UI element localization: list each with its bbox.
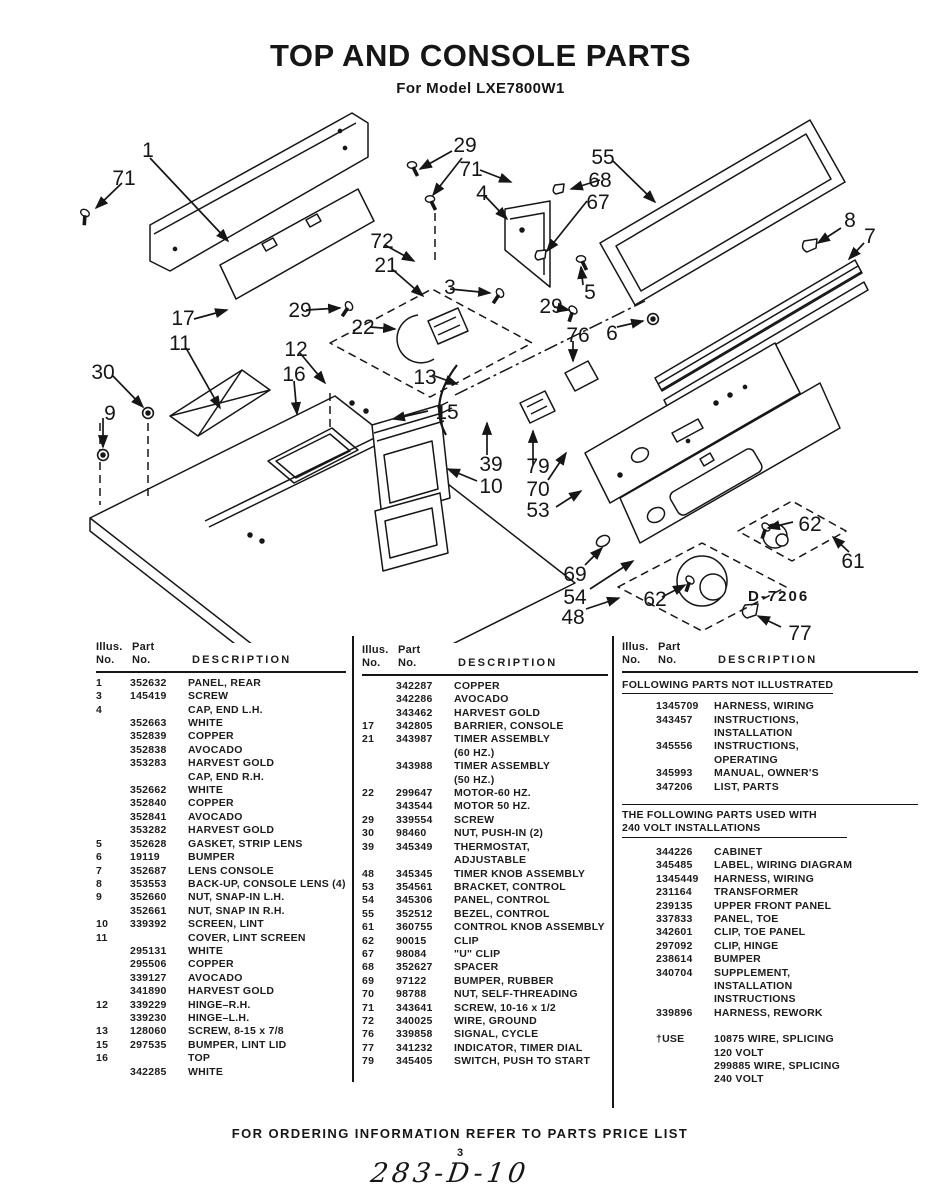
header-rule	[96, 671, 346, 673]
parts-row: 352661 NUT, SNAP IN R.H.	[130, 904, 285, 917]
diagram-callout: 8	[844, 209, 856, 232]
push-start-switch-shape	[520, 391, 555, 423]
parts-row: 345556 INSTRUCTIONS,	[656, 740, 799, 753]
parts-row: CAP, END R.H.	[188, 770, 264, 783]
diagram-callout: 39	[479, 453, 503, 476]
parts-row: 68 352627 SPACER	[362, 961, 499, 974]
parts-row: 343988 TIMER ASSEMBLY	[396, 760, 551, 773]
parts-row: 295506 COPPER	[130, 958, 234, 971]
diagram-callout: 5	[584, 281, 596, 304]
parts-rows	[362, 680, 608, 1069]
parts-row: 347206 LIST, PARTS	[656, 780, 779, 793]
parts-row: 22 299647 MOTOR-60 HZ.	[362, 787, 531, 800]
parts-row: 352839 COPPER	[130, 730, 234, 743]
exploded-parts-diagram	[0, 103, 943, 643]
parts-row: 342287 COPPER	[396, 679, 500, 692]
diagram-callout: 7	[864, 225, 876, 248]
parts-table-column-2	[362, 644, 608, 1069]
parts-row: 297092 CLIP, HINGE	[656, 939, 779, 952]
parts-row: 8 353553 BACK-UP, CONSOLE LENS (4)	[96, 877, 346, 890]
bumper-shape	[594, 533, 611, 549]
top-panel-shape	[90, 396, 575, 643]
section-240v	[622, 804, 918, 1087]
page-subtitle: For Model LXE7800W1	[396, 80, 565, 97]
parts-row: INSTALLATION	[714, 727, 793, 740]
diagram-callout: 29	[453, 134, 477, 157]
parts-row: 70 98788 NUT, SELF-THREADING	[362, 988, 578, 1001]
ground-wire-shape	[439, 365, 457, 435]
parts-rows	[96, 677, 346, 1079]
parts-row: 10 339392 SCREEN, LINT	[96, 918, 264, 931]
lint-cover-shape	[170, 370, 270, 436]
diagram-callout: 17	[171, 307, 195, 330]
diagram-callout: 70	[526, 478, 550, 501]
parts-row: 343462 HARVEST GOLD	[396, 706, 541, 719]
parts-row: 353282 HARVEST GOLD	[130, 824, 275, 837]
parts-row: 345485 LABEL, WIRING DIAGRAM	[656, 859, 853, 872]
parts-row: 16 TOP	[96, 1052, 211, 1065]
page-title: TOP AND CONSOLE PARTS	[269, 38, 691, 73]
parts-row: (50 HZ.)	[454, 773, 495, 786]
diagram-callout: 29	[539, 295, 563, 318]
parts-row: 352662 WHITE	[130, 784, 224, 797]
ordering-note: FOR ORDERING INFORMATION REFER TO PARTS PRICE LIST	[231, 1126, 689, 1141]
diagram-callout: 54	[563, 586, 587, 609]
parts-row: 1345449 HARNESS, WIRING	[656, 872, 815, 885]
diagram-callout: 72	[370, 230, 394, 253]
parts-row: 238614 BUMPER	[656, 953, 762, 966]
parts-row: 341890 HARVEST GOLD	[130, 985, 275, 998]
section-heading-240v-line1: THE FOLLOWING PARTS USED WITH	[622, 809, 817, 822]
diagram-callout: 3	[444, 276, 456, 299]
diagram-callout: 53	[526, 499, 550, 522]
parts-row: 337833 PANEL, TOE	[656, 912, 779, 925]
section-heading-240v-line2: 240 VOLT INSTALLATIONS	[622, 822, 761, 835]
parts-row: 5 352628 GASKET, STRIP LENS	[96, 837, 303, 850]
diagram-callout: 62	[643, 588, 667, 611]
page-number: 3	[456, 1147, 464, 1159]
diagram-callout: 11	[169, 332, 191, 355]
header-rule	[622, 671, 918, 673]
parts-row: 77 341232 INDICATOR, TIMER DIAL	[362, 1041, 583, 1054]
parts-row: 1345709 HARNESS, WIRING	[656, 700, 815, 713]
table-header: Illus. Part No. No. DESCRIPTION	[96, 641, 292, 667]
header-rule	[362, 674, 608, 676]
column-divider	[352, 636, 354, 1082]
end-cap-shape	[505, 201, 550, 287]
parts-row: 352840 COPPER	[130, 797, 234, 810]
parts-row: 7 352687 LENS CONSOLE	[96, 864, 274, 877]
parts-row: 62 90015 CLIP	[362, 934, 479, 947]
parts-row: 339230 HINGE–L.H.	[130, 1011, 250, 1024]
parts-row: 344226 CABINET	[656, 845, 763, 858]
parts-row: 11 COVER, LINT SCREEN	[96, 931, 306, 944]
diagram-callout: 10	[479, 475, 503, 498]
diagram-callout: 1	[142, 139, 154, 162]
parts-row: 343544 MOTOR 50 HZ.	[396, 800, 531, 813]
parts-row: 29 339554 SCREW	[362, 813, 495, 826]
parts-row: 21 343987 TIMER ASSEMBLY	[362, 733, 551, 746]
parts-row: INSTALLATION	[714, 979, 793, 992]
column-divider	[612, 636, 614, 1108]
lint-screen-shape	[372, 405, 450, 571]
parts-row: 1 352632 PANEL, REAR	[96, 676, 262, 689]
heading-underline	[622, 837, 847, 838]
cycle-signal-shape	[565, 361, 598, 391]
diagram-callout: 62	[798, 513, 822, 536]
diagram-callout: 77	[788, 622, 812, 643]
diagram-callout: 69	[563, 563, 587, 586]
parts-row: 54 345306 PANEL, CONTROL	[362, 894, 551, 907]
parts-row: 342286 AVOCADO	[396, 693, 509, 706]
parts-row: 13 128060 SCREW, 8-15 x 7/8	[96, 1025, 284, 1038]
parts-row: 3 145419 SCREW	[96, 690, 229, 703]
parts-row: 295131 WHITE	[130, 944, 224, 957]
parts-row: 120 VOLT	[714, 1046, 764, 1059]
parts-row: 353283 HARVEST GOLD	[130, 757, 275, 770]
diagram-callout: 16	[282, 363, 306, 386]
footnote-rows	[622, 1033, 918, 1087]
diagram-callout: 61	[841, 550, 865, 573]
diagram-callout: 76	[566, 324, 590, 347]
table-header: Illus. Part No. No. DESCRIPTION	[622, 641, 818, 667]
parts-row: INSTRUCTIONS	[714, 993, 796, 1006]
diagram-callout: 71	[112, 167, 136, 190]
section-heading-not-illustrated: FOLLOWING PARTS NOT ILLUSTRATED	[622, 679, 833, 694]
parts-row: 299885 WIRE, SPLICING	[714, 1059, 841, 1072]
parts-row: 55 352512 BEZEL, CONTROL	[362, 907, 550, 920]
diagram-callout: 9	[104, 402, 116, 425]
parts-row: 67 98084 "U" CLIP	[362, 947, 501, 960]
diagram-callout: 30	[91, 361, 115, 384]
diagram-callout: 71	[459, 158, 483, 181]
parts-rows	[622, 846, 918, 1020]
diagram-callout: 67	[586, 191, 610, 214]
diagram-callout: 29	[288, 299, 312, 322]
diagram-callout: 15	[435, 401, 459, 424]
diagram-callout: 6	[606, 322, 618, 345]
parts-row: 340704 SUPPLEMENT,	[656, 966, 791, 979]
parts-row: 71 343641 SCREW, 10-16 x 1/2	[362, 1001, 556, 1014]
parts-row: 17 342805 BARRIER, CONSOLE	[362, 720, 564, 733]
parts-row: †USE 10875 WIRE, SPLICING	[656, 1033, 834, 1046]
parts-row: 352841 AVOCADO	[130, 810, 243, 823]
parts-row: 39 345349 THERMOSTAT,	[362, 840, 530, 853]
drawing-number: D-7206	[748, 588, 810, 605]
parts-row: 342601 CLIP, TOE PANEL	[656, 926, 806, 939]
diagram-callout: 55	[591, 146, 615, 169]
table-header: Illus. Part No. No. DESCRIPTION	[362, 644, 558, 670]
parts-table-column-3	[622, 641, 918, 1087]
parts-row: 352838 AVOCADO	[130, 743, 243, 756]
parts-row: 343457 INSTRUCTIONS,	[656, 713, 799, 726]
parts-row: 15 297535 BUMPER, LINT LID	[96, 1038, 287, 1051]
handwritten-code: 283-D-10	[368, 1158, 532, 1189]
parts-row: ADJUSTABLE	[454, 854, 527, 867]
dial-indicator-shape	[742, 604, 758, 618]
diagram-callout: 22	[351, 316, 375, 339]
parts-row: 9 352660 NUT, SNAP-IN L.H.	[96, 891, 285, 904]
parts-row: OPERATING	[714, 753, 778, 766]
parts-row: 339127 AVOCADO	[130, 971, 243, 984]
parts-row: 352663 WHITE	[130, 717, 224, 730]
diagram-callout: 4	[476, 182, 488, 205]
parts-row: 339896 HARNESS, REWORK	[656, 1006, 823, 1019]
parts-row: 345993 MANUAL, OWNER'S	[656, 767, 819, 780]
toe-clip-shape	[803, 239, 817, 252]
diagram-callout: 48	[561, 606, 585, 629]
parts-row: 76 339858 SIGNAL, CYCLE	[362, 1028, 539, 1041]
console-bezel-shape	[600, 120, 845, 305]
parts-row: 61 360755 CONTROL KNOB ASSEMBLY	[362, 921, 605, 934]
parts-row: 4 CAP, END L.H.	[96, 703, 263, 716]
parts-table-column-1	[96, 641, 346, 1079]
diagram-callout: 21	[374, 254, 398, 277]
diagram-callout: 13	[413, 366, 437, 389]
parts-row: 30 98460 NUT, PUSH-IN (2)	[362, 827, 544, 840]
parts-row: 48 345345 TIMER KNOB ASSEMBLY	[362, 867, 586, 880]
parts-row: 240 VOLT	[714, 1073, 764, 1086]
diagram-callout: 12	[284, 338, 308, 361]
parts-rows	[622, 700, 918, 794]
parts-row: 239135 UPPER FRONT PANEL	[656, 899, 832, 912]
parts-row: 72 340025 WIRE, GROUND	[362, 1014, 537, 1027]
parts-row: 12 339229 HINGE–R.H.	[96, 998, 251, 1011]
parts-row: 69 97122 BUMPER, RUBBER	[362, 974, 554, 987]
parts-row: 231164 TRANSFORMER	[656, 886, 799, 899]
timer-assembly-shape	[397, 308, 468, 363]
parts-row: 6 19119 BUMPER	[96, 851, 236, 864]
parts-row: 342285 WHITE	[130, 1065, 224, 1078]
parts-row: (60 HZ.)	[454, 746, 495, 759]
diagram-callout: 79	[526, 455, 550, 478]
diagram-callout: 68	[588, 169, 612, 192]
parts-row: 53 354561 BRACKET, CONTROL	[362, 880, 566, 893]
parts-row: 79 345405 SWITCH, PUSH TO START	[362, 1055, 591, 1068]
